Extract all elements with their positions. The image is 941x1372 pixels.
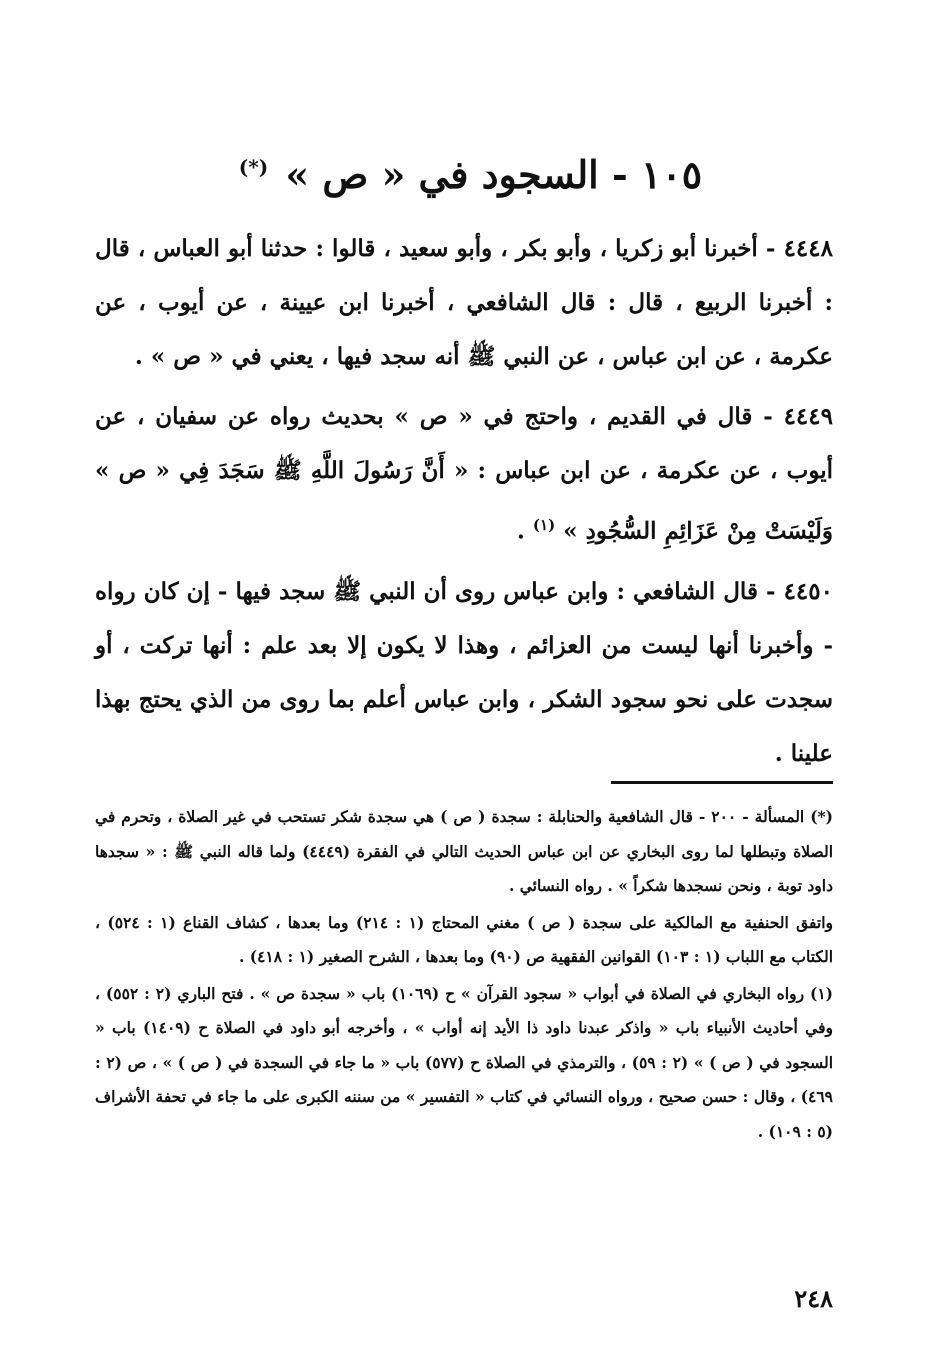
footnote-head: (*) المسألة - ٢٠٠ - قال الشافعية والحنابلة : — [536, 807, 833, 826]
page-number: ٢٤٨ — [794, 1284, 833, 1313]
paragraph-4448 — [95, 222, 833, 384]
paragraph-text: ٤٤٤٨ - أخبرنا أبو زكريا ، وأبو بكر ، وأبو سعيد ، قالوا : حدثنا أبو العباس ، قال : أخبرنا الربيع ، قال : قال الشافعي ، أخبرنا ابن عيينة ، عن أيوب ، عن عكرمة ، عن ابن عباس ، عن النبي ﷺ أنه سجد فيها ، يعني في « ص » . — [95, 235, 833, 370]
footnote-text: (١) رواه البخاري في الصلاة في أبواب « سجود القرآن » ح (١٠٦٩) باب « سجدة ص » . فتح الباري (٢ : ٥٥٢) ، وفي أحاديث الأنبياء باب « واذكر عبدنا داود ذا الأيد إنه أواب » ، وأخرجه أبو داود في الصلاة ح (١٤٠٩) باب « السجود في ( ص ) » (٢ : ٥٩) ، والترمذي في الصلاة ح (٥٧٧) باب « ما جاء في السجدة في ( ص ) » ، ص (٢ : ٤٦٩) ، وقال : حسن صحيح ، ورواه النسائي في كتاب « التفسير » من سننه الكبرى على ما جاء في تحفة الأشراف (٥ : ١٠٩) . — [95, 983, 834, 1141]
footnote-reference: (١) — [532, 516, 556, 534]
paragraph-tail: . — [516, 517, 525, 545]
footnotes — [95, 800, 833, 1149]
paragraph-text: ٤٤٥٠ - قال الشافعي : وابن عباس روى أن النبي ﷺ سجد فيها - إن كان رواه - وأخبرنا أنها ليست من العزائم ، وهذا لا يكون إلا بعد علم : أنها تركت ، أو سجدت على نحو سجود الشكر ، وابن عباس أعلم بما روى من الذي يحتج بهذا علينا . — [95, 577, 833, 767]
footnote-text: سجدة ( ص ) هي سجدة شكر تستحب في غير الصلاة ، وتحرم في الصلاة وتبطلها لما روى البخاري عن ابن عباس الحديث التالي في الفقرة (٤٤٤٩) ولما قاله النبي ﷺ : « سجدها داود توبة ، ونحن نسجدها شكراً » . رواه النسائي . — [95, 807, 834, 895]
footnote-separator — [611, 781, 833, 784]
footnote-agreement — [95, 906, 833, 975]
chapter-heading — [120, 150, 821, 199]
main-text — [95, 222, 833, 781]
footnote-masala — [95, 800, 833, 904]
paragraph-4450 — [95, 565, 833, 781]
chapter-title: ١٠٥ - السجود في « ص » — [285, 152, 703, 197]
footnote-marker: (*) — [238, 155, 269, 180]
footnote-text: واتفق الحنفية مع المالكية على سجدة ( ص ) مغني المحتاج (١ : ٢١٤) وما بعدها ، كشاف القناع (١ : ٥٢٤) ، الكتاب مع اللباب (١ : ١٠٣) القوانين الفقهية ص (٩٠) وما بعدها ، الشرح الصغير (١ : ٤١٨) . — [95, 912, 833, 966]
paragraph-text: ٤٤٤٩ - قال في القديم ، واحتج في « ص » بحديث رواه عن سفيان ، عن أيوب ، عن عكرمة ، عن ابن عباس : « أَنَّ رَسُولَ اللَّهِ ﷺ سَجَدَ فِي « ص » وَلَيْسَتْ مِنْ عَزَائِمِ السُّجُودِ » — [95, 403, 833, 545]
footnote-1 — [95, 977, 833, 1150]
paragraph-4449 — [95, 390, 833, 559]
